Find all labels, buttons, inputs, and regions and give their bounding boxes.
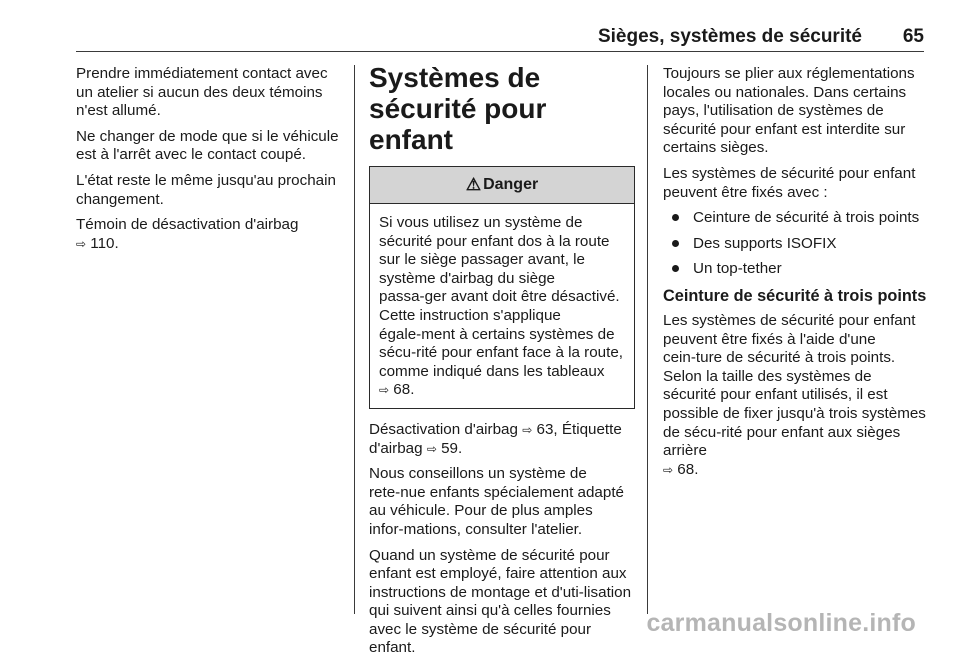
xref-arrow-icon: ⇨ (379, 383, 390, 398)
list-item (663, 235, 928, 254)
section-title: Sièges, systèmes de sécurité (597, 26, 862, 47)
list-item (663, 260, 928, 279)
paragraph: Les systèmes de sécurité pour enfant peuvent être fixés avec : (663, 164, 916, 201)
xref-label: Étiquette d'airbag (369, 420, 622, 457)
cross-reference[interactable] (369, 421, 635, 458)
list-item-text: Ceinture de sécurité à trois points (693, 209, 920, 227)
page-header (76, 26, 924, 52)
watermark: carmanualsonline.info (646, 609, 916, 637)
danger-box (369, 166, 635, 409)
xref-page[interactable]: 68. (677, 460, 699, 478)
paragraph (663, 312, 928, 479)
paragraph: L'état reste le même jusqu'au prochain changement. (76, 171, 336, 208)
column-1 (76, 65, 346, 260)
column-divider (354, 65, 355, 614)
page-number: 65 (902, 26, 924, 47)
paragraph: Prendre immédiatement contact avec un atelier si aucun des deux témoins n'est allumé. (76, 65, 328, 120)
cross-reference[interactable] (76, 216, 346, 253)
danger-title: Danger (483, 175, 539, 193)
xref-page[interactable]: 59. (441, 439, 463, 457)
xref-label: Désactivation d'airbag (369, 420, 518, 438)
paragraph: Nous conseillons un système de rete‑nue enfants spécialement adapté au véhicule. Pour de plus amples infor‑mations, consulter l'atelier. (369, 465, 624, 538)
bullet-icon (672, 265, 679, 272)
paragraph: Toujours se plier aux réglementations locales ou nationales. Dans certains pays, l'utilisation de systèmes de sécurité pour enfant est interdite sur certains sièges. (663, 65, 915, 157)
warning-icon: ⚠ (465, 174, 482, 194)
danger-body (370, 204, 634, 408)
xref-page[interactable]: 63, (536, 420, 562, 438)
xref-arrow-icon: ⇨ (76, 236, 87, 251)
paragraph: Quand un système de sécurité pour enfant est employé, faire attention aux instructions de montage et d'uti‑lisation qui suivent ainsi qu'à celles fournies avec le système de sécurité pour enfant. (369, 546, 632, 657)
list-item-text: Un top-tether (693, 260, 782, 278)
xref-arrow-icon: ⇨ (663, 462, 674, 477)
section-heading: Systèmes de sécurité pour enfant (369, 62, 547, 155)
xref-arrow-icon: ⇨ (522, 422, 533, 437)
list-item (663, 209, 928, 228)
column-3 (663, 65, 928, 486)
bullet-list (663, 209, 928, 279)
xref-label: Témoin de désactivation d'airbag (76, 216, 299, 234)
column-divider (647, 65, 648, 614)
xref-page[interactable]: 68. (393, 381, 415, 399)
danger-header (370, 167, 634, 204)
bullet-icon (672, 214, 679, 221)
danger-text: Si vous utilisez un système de sécurité pour enfant dos à la route sur le siège passager avant, le système d'airbag du siège passa‑ger avant doit être désactivé. Cette instruction s'applique égale‑ment à certains systèmes de sécu‑rité pour enfant face à la route, comme indiqué dans les tableaux (379, 214, 623, 380)
xref-page[interactable]: 110. (90, 234, 119, 252)
paragraph: Ne changer de mode que si le véhicule est à l'arrêt avec le contact coupé. (76, 127, 339, 164)
list-item-text: Des supports ISOFIX (693, 234, 837, 252)
bullet-icon (672, 240, 679, 247)
column-2 (369, 62, 635, 665)
xref-arrow-icon: ⇨ (426, 441, 437, 456)
subsection-heading: Ceinture de sécurité à trois points (663, 286, 927, 305)
paragraph-text: Les systèmes de sécurité pour enfant peuvent être fixés à l'aide d'une cein‑ture de sécurité à trois points. Selon la taille des systèmes de sécurité pour enfant utilisés, il est possible de fixer jusqu'à trois systèmes de sécu‑rité pour enfant aux sièges arrière (663, 311, 926, 460)
